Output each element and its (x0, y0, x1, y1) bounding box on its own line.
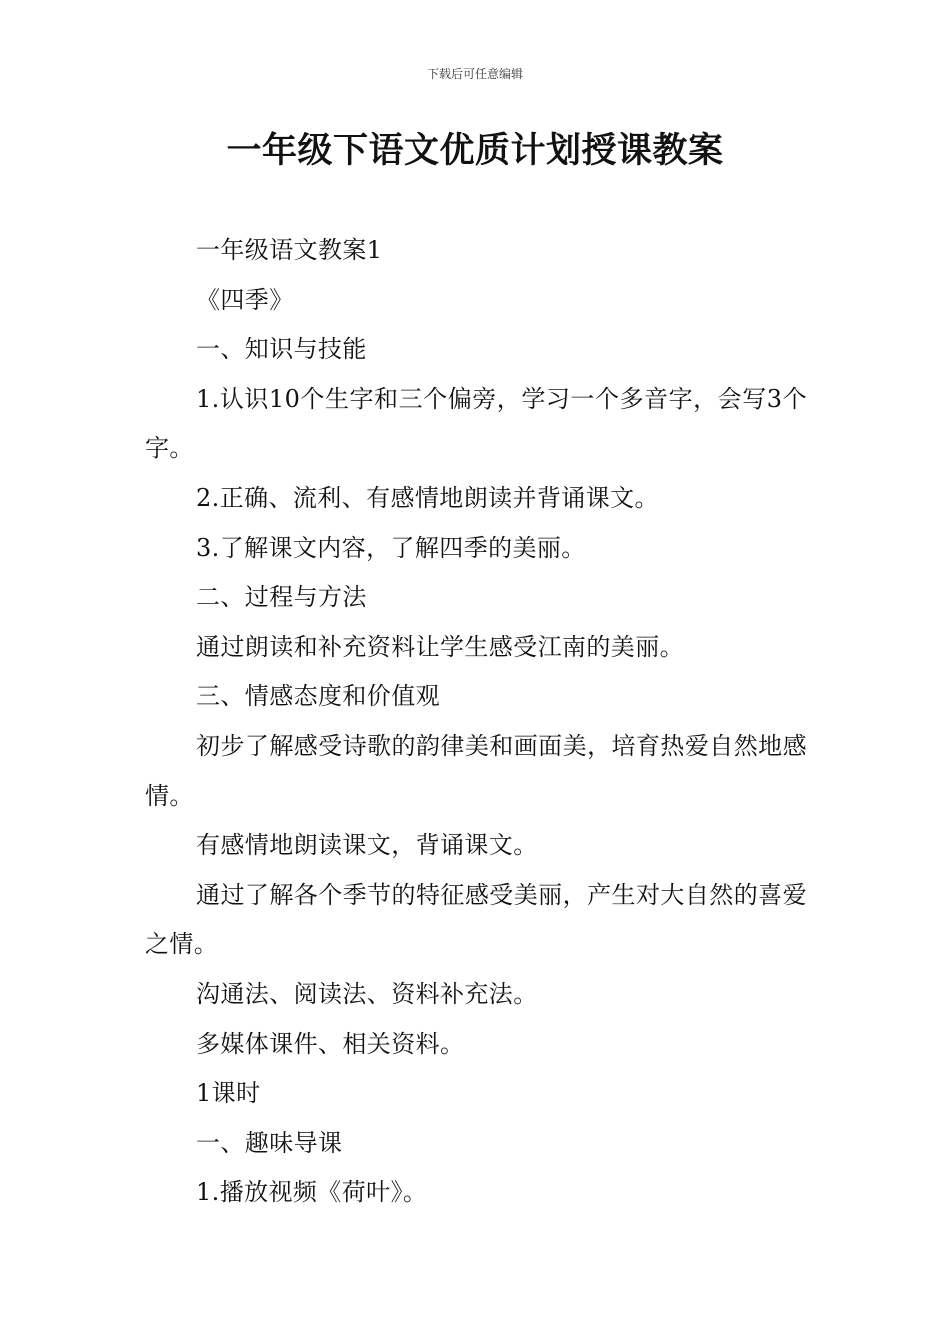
paragraph-difficulty: 通过了解各个季节的特征感受美丽，产生对大自然的喜爱之情。 (145, 880, 807, 959)
paragraph-section-process: 二、过程与方法 (196, 583, 367, 612)
paragraph-goal-1: 1.认识10个生字和三个偏旁，学习一个多音字，会写3个字。 (145, 384, 807, 463)
paragraph-intro-step-1: 1.播放视频《荷叶》。 (196, 1178, 428, 1207)
paragraph-values-text: 初步了解感受诗歌的韵律美和画面美，培育热爱自然地感情。 (145, 731, 807, 810)
header-note: 下载后可任意编辑 (426, 67, 523, 81)
paragraph-section-intro: 一、趣味导课 (196, 1128, 343, 1157)
paragraph-lesson-title: 《四季》 (196, 285, 294, 314)
document-body (145, 226, 807, 1218)
paragraph-goal-3: 3.了解课文内容，了解四季的美丽。 (196, 533, 586, 562)
paragraph-lesson-heading: 一年级语文教案1 (196, 236, 383, 264)
document-title: 一年级下语文优质计划授课教案 (226, 131, 724, 171)
paragraph-goal-2: 2.正确、流利、有感情地朗读并背诵课文。 (196, 483, 659, 512)
paragraph-methods: 沟通法、阅读法、资料补充法。 (196, 979, 538, 1008)
paragraph-process-text: 通过朗读和补充资料让学生感受江南的美丽。 (196, 632, 684, 661)
paragraph-section-values: 三、情感态度和价值观 (196, 682, 440, 711)
paragraph-key-point: 有感情地朗读课文，背诵课文。 (196, 831, 538, 860)
paragraph-materials: 多媒体课件、相关资料。 (196, 1029, 465, 1058)
paragraph-section-knowledge: 一、知识与技能 (196, 335, 367, 364)
paragraph-duration: 1课时 (196, 1079, 261, 1108)
